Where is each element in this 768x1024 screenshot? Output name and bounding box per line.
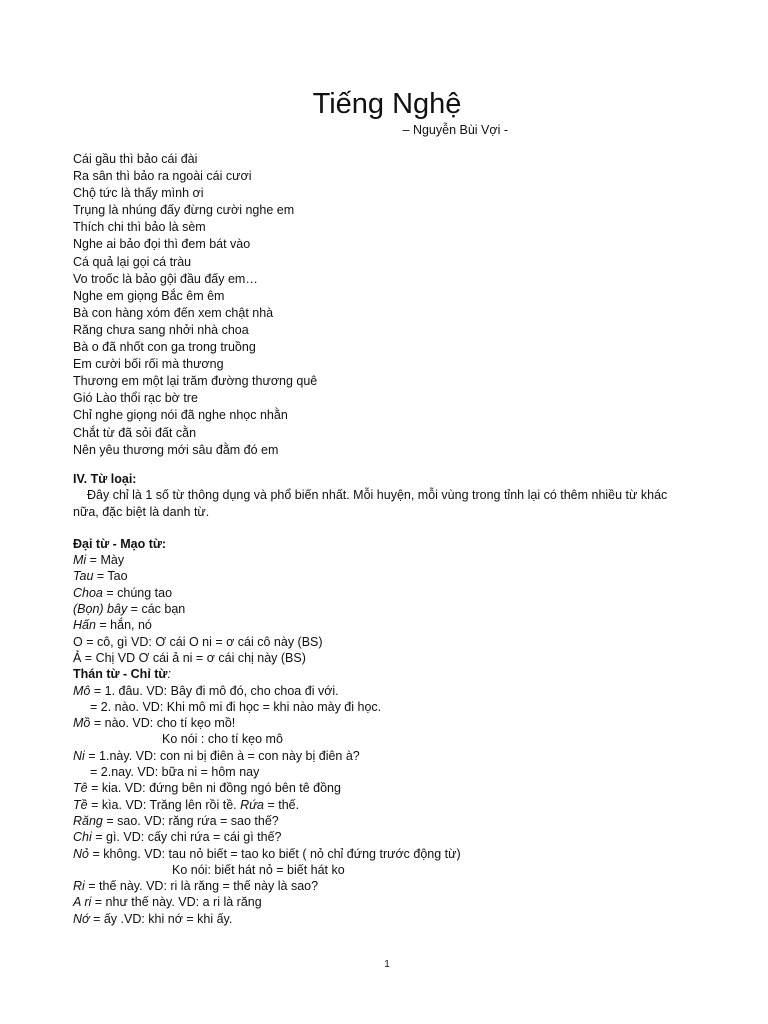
definition: = thế. bbox=[264, 797, 300, 812]
usage-note: Ko nói : cho tí kẹo mô bbox=[162, 732, 283, 747]
definition: = gì. VD: cấy chi rứa = cái gì thế? bbox=[91, 830, 282, 845]
definition: = kia. VD: đứng bên ni đồng ngó bên tê đồng bbox=[87, 781, 341, 796]
term: Tề bbox=[73, 797, 88, 812]
pronoun-entry bbox=[73, 617, 693, 633]
poem-line: Chắt từ đã sỏi đất cằn bbox=[73, 425, 197, 440]
adverb-entry bbox=[73, 911, 693, 927]
definition: = các bạn bbox=[127, 602, 186, 617]
adverb-entry bbox=[73, 748, 693, 764]
term: Tau bbox=[73, 569, 94, 584]
spacer bbox=[73, 520, 693, 536]
definition: = như thế này. VD: a ri là răng bbox=[91, 895, 262, 910]
term: Hấn bbox=[73, 618, 96, 633]
adverb-entry bbox=[73, 715, 693, 731]
adverb-entry bbox=[73, 829, 693, 845]
definition: O = cô, gì VD: Ơ cái O ni = ơ cái cô này (BS) bbox=[73, 634, 323, 649]
page-number: 1 bbox=[384, 959, 390, 970]
poem-line: Nên yêu thương mới sâu đằm đó em bbox=[73, 442, 279, 457]
section-intro: Đây chỉ là 1 số từ thông dụng và phổ biến nhất. Mỗi huyện, mỗi vùng trong tỉnh lại có thêm nhiều từ khác nữa, đặc biệt là danh từ. bbox=[73, 488, 668, 519]
section-heading: IV. Từ loại: bbox=[73, 472, 137, 486]
poem-line: Cá quả lại gọi cá tràu bbox=[73, 254, 192, 269]
poem-line: Bà con hàng xóm đến xem chật nhà bbox=[73, 305, 274, 320]
document-title: Tiếng Nghệ bbox=[312, 88, 462, 120]
definition: Ả = Chị VD Ơ cái ả ni = ơ cái chị này (BS) bbox=[73, 650, 306, 665]
pronoun-entry bbox=[73, 568, 693, 584]
term: Chi bbox=[73, 830, 92, 845]
pronoun-entry bbox=[73, 601, 693, 617]
pronoun-entry bbox=[73, 552, 693, 568]
adverb-heading-line bbox=[73, 666, 693, 682]
poem-line: Chộ tức là thấy mình ơi bbox=[73, 186, 204, 201]
definition: = nào. VD: cho tí kẹo mồ! bbox=[90, 716, 236, 731]
poem-line: Gió Lào thổi rạc bờ tre bbox=[73, 391, 198, 406]
adverb-entry bbox=[73, 878, 693, 894]
adverb-subentry: = 2. nào. VD: Khi mô mi đi học = khi nào mày đi học. bbox=[90, 699, 382, 714]
poem bbox=[73, 151, 317, 459]
term: Mồ bbox=[73, 716, 91, 731]
term: Ni bbox=[73, 748, 85, 763]
poem-line: Nghe ai bảo đọi thì đem bát vào bbox=[73, 237, 251, 252]
term: Mi bbox=[73, 553, 87, 568]
poem-line: Ra sân thì bảo ra ngoài cái cươi bbox=[73, 169, 252, 184]
adverb-entry bbox=[73, 780, 693, 796]
term: Tê bbox=[73, 781, 88, 796]
poem-line: Thương em một lại trăm đường thương quê bbox=[73, 374, 318, 389]
adverb-heading: Thán từ - Chỉ từ bbox=[73, 667, 168, 682]
author-line: – Nguyễn Bùi Vợi - bbox=[402, 123, 508, 137]
definition: = sao. VD: răng rứa = sao thế? bbox=[102, 813, 279, 828]
term: Nỏ bbox=[73, 846, 89, 861]
definition: = Mày bbox=[86, 553, 125, 568]
definition: = ấy .VD: khi nớ = khi ấy. bbox=[89, 911, 233, 926]
definition: = 1.này. VD: con ni bị điên à = con này bị điên à? bbox=[84, 748, 360, 763]
definition: = hắn, nó bbox=[95, 618, 152, 633]
poem-line: Thích chi thì bảo là sèm bbox=[73, 220, 206, 235]
definition: = kìa. VD: Trăng lên rồi tề. bbox=[87, 797, 241, 812]
definition: = 1. đâu. VD: Bây đi mô đó, cho choa đi với. bbox=[90, 683, 339, 698]
adverb-entry bbox=[73, 894, 693, 910]
adverb-entry bbox=[73, 797, 693, 813]
pronoun-entry bbox=[73, 585, 693, 601]
pronoun-heading: Đại từ - Mạo từ: bbox=[73, 536, 167, 551]
definition: = thế này. VD: ri là răng = thế này là sao? bbox=[84, 879, 319, 894]
word-types-section bbox=[73, 471, 693, 927]
adverb-subentry: = 2.nay. VD: bữa ni = hôm nay bbox=[90, 765, 260, 780]
poem-line: Em cười bối rối mà thương bbox=[73, 357, 224, 372]
poem-line: Trụng là nhúng đấy đừng cười nghe em bbox=[73, 203, 295, 218]
poem-line: Bà o đã nhốt con ga trong truồng bbox=[73, 340, 256, 355]
adverb-heading-colon: : bbox=[167, 667, 171, 682]
term: Nớ bbox=[73, 911, 90, 926]
pronoun-entry bbox=[73, 650, 693, 666]
term: (Bọn) bây bbox=[73, 602, 128, 617]
poem-line: Nghe em giọng Bắc êm êm bbox=[73, 288, 225, 303]
definition: = chúng tao bbox=[102, 585, 173, 600]
term: A ri bbox=[73, 895, 92, 910]
term: Mô bbox=[73, 683, 91, 698]
pronoun-entry bbox=[73, 634, 693, 650]
poem-line: Vo troốc là bảo gội đầu đấy em… bbox=[73, 271, 258, 286]
poem-line: Chỉ nghe giọng nói đã nghe nhọc nhằn bbox=[73, 408, 288, 423]
term: Răng bbox=[73, 813, 103, 828]
poem-line: Cái gầu thì bảo cái đài bbox=[73, 152, 198, 166]
definition: = Tao bbox=[93, 569, 128, 584]
adverb-entry bbox=[73, 683, 693, 699]
adverb-entry bbox=[73, 846, 693, 862]
term: Rứa bbox=[240, 797, 265, 812]
term: Choa bbox=[73, 585, 103, 600]
adverb-entry bbox=[73, 813, 693, 829]
poem-line: Răng chưa sang nhởi nhà choa bbox=[73, 322, 249, 337]
usage-note: Ko nói: biết hát nỏ = biết hát ko bbox=[172, 862, 345, 877]
term: Ri bbox=[73, 879, 85, 894]
definition: = không. VD: tau nỏ biết = tao ko biết ( nỏ chỉ đứng trước động từ) bbox=[88, 846, 461, 861]
